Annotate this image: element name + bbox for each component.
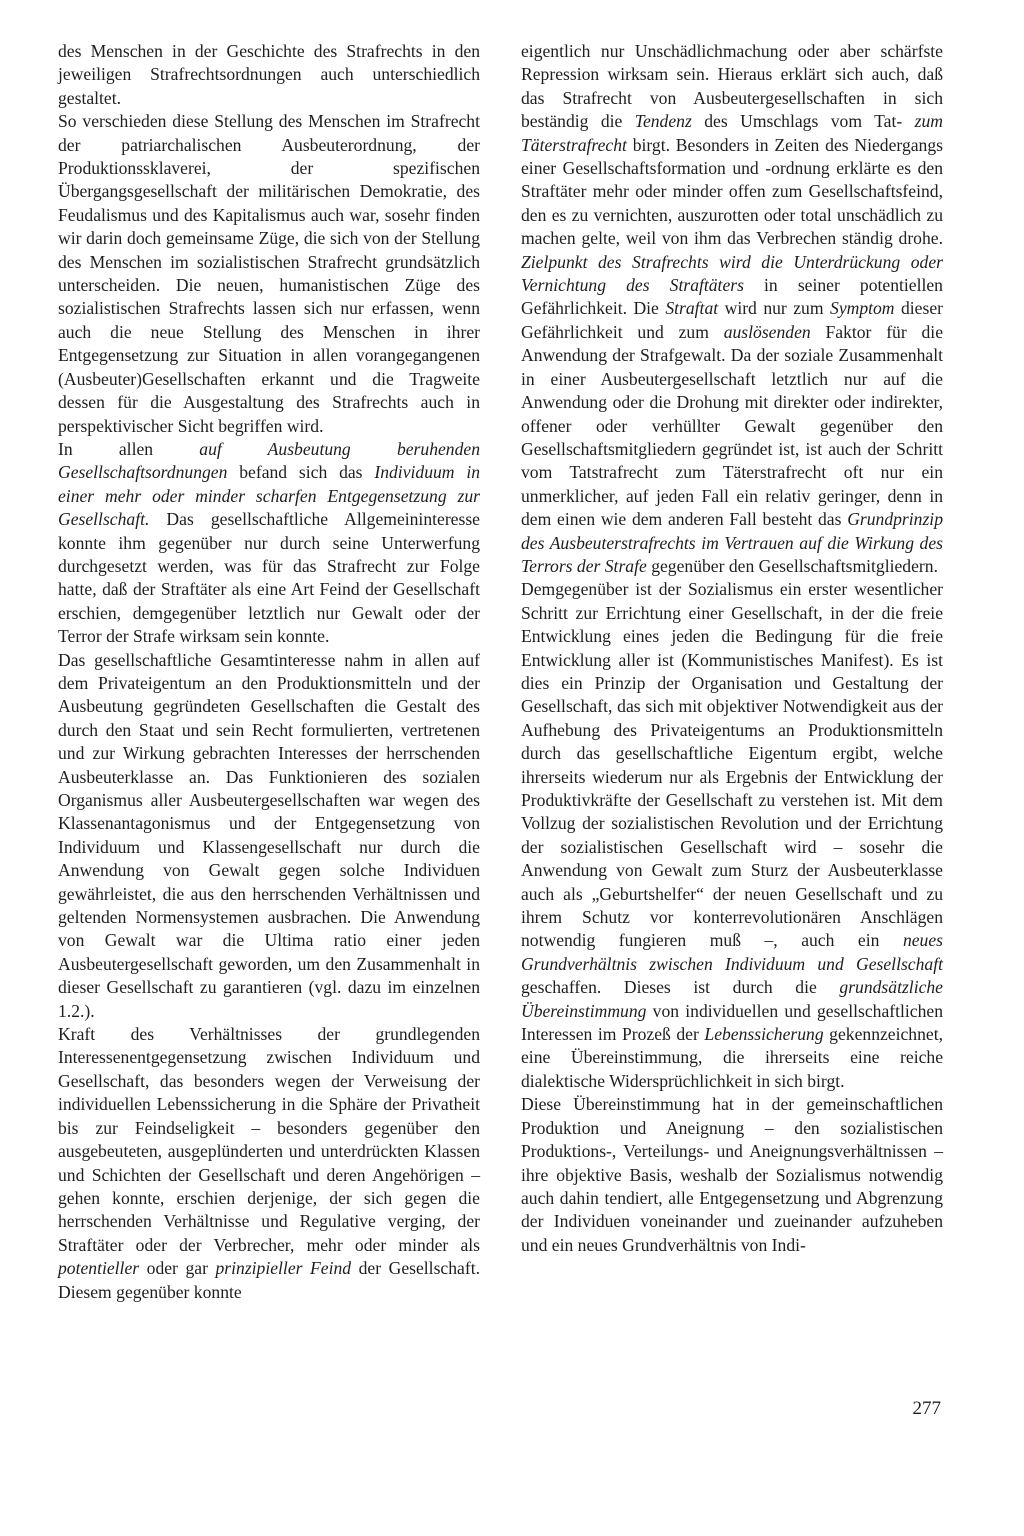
emphasis: Lebenssicherung [704,1024,824,1045]
text-run: birgt. Besonders in Zeiten des Niedergangs einer Gesellschaftsformation und -ordnung erklärte es den Straftäter mehr oder minder offen zum Gesellschaftsfeind, den es zu vernichten, auszurotten oder total unschädlich zu machen gelte, weil von ihm das Verbrechen ständig drohe. [521,134,943,249]
paragraph [58,110,480,438]
left-column [58,40,480,1304]
page-number: 277 [912,1398,941,1419]
text-run: der Gesellschaft. Diesem gegenüber konnte [58,1258,480,1302]
text-run: eigentlich nur Unschädlichmachung oder aber schärfste Repression wirksam sein. Hieraus erklärt sich auch, daß das Strafrecht von Ausbeutergesellschaften in sich beständig die [521,41,943,132]
text-run: Diese Übereinstimmung hat in der gemeinschaftlichen Produktion und Aneignung – den sozialistischen Produktions-, Verteilungs- und Aneignungsverhältnissen – ihre objektive Basis, weshalb der Sozialismus notwendig auch dahin tendiert, alle Entgegensetzung und Abgrenzung der Individuen voneinander und zueinander aufzuheben und ein neues Grundverhältnis von Indi- [521,1094,943,1255]
paragraph [58,40,480,110]
paragraph [521,40,943,578]
emphasis: Tendenz [634,111,692,132]
text-run: So verschieden diese Stellung des Menschen im Strafrecht der patriarchalischen Ausbeuterordnung, der Produktionssklaverei, der spezifischen Übergangsgesellschaft der militärischen Demokratie, des Feudalismus und des Kapitalismus auch war, sosehr finden wir darin doch gemeinsame Züge, die sich von der Stellung des Menschen im sozialistischen Strafrecht grundsätzlich unterscheiden. Die neuen, humanistischen Züge des sozialistischen Strafrechts lassen sich nur erfassen, wenn auch die neue Stellung des Menschen in ihrer Entgegensetzung zur Situation in allen vorangegangenen (Ausbeuter)Gesellschaften erkannt und die Tragweite dessen für die Ausgestaltung des Strafrechts auch in perspektivischer Sicht begriffen wird. [58,111,480,436]
emphasis: Individuum in einer mehr oder minder scharfen Entgegensetzung zur Gesellschaft. [58,462,480,530]
emphasis: Straftat [665,298,719,319]
text-run: Das gesellschaftliche Allgemeininteresse konnte ihm gegenüber nur durch seine Unterwerfung durchgesetzt werden, was für das Strafrecht zur Folge hatte, daß der Straftäter als eine Art Feind der Gesellschaft erschien, demgegenüber letztlich nur Gewalt oder der Terror der Strafe wirksam sein konnte. [58,509,480,647]
paragraph [521,578,943,1093]
text-run: in seiner potentiellen Gefährlichkeit. Die [521,275,943,319]
paragraph [58,438,480,649]
paragraph [521,1093,943,1257]
emphasis: potentieller [58,1258,140,1279]
text-run: Kraft des Verhältnisses der grundlegenden Interessenentgegensetzung zwischen Individuum und Gesellschaft, das besonders wegen der Verweisung der individuellen Lebenssicherung in die Sphäre der Privatheit bis zur Feindseligkeit – besonders gegenüber den ausgebeuteten, ausgeplünderten und unterdrückten Klassen und Schichten der Gesellschaft und deren Angehörigen – gehen konnte, erschien derjenige, der sich gegen die herrschenden Verhältnisse und Regulative verging, der Straftäter oder der Verbrecher, mehr oder minder als [58,1024,480,1255]
emphasis: Symptom [830,298,895,319]
text-run: Faktor für die Anwendung der Strafgewalt. Da der soziale Zusammenhalt in einer Ausbeutergesellschaft letztlich nur auf die Anwendung oder die Drohung mit direkter oder indirekter, offener oder verhüllter Gewalt gegenüber den Gesellschaftsmitgliedern gegründet ist, ist auch der Schritt vom Tatstrafrecht zum Täterstrafrecht oft nur ein unmerklicher, auf jeden Fall ein relativ geringer, denn in dem einen wie dem anderen Fall besteht das [521,321,944,530]
emphasis: grundsätzliche Übereinstimmung [521,977,943,1021]
text-run: des Umschlags vom Tat- [691,111,915,132]
text-run: des Menschen in der Geschichte des Strafrechts in den jeweiligen Strafrechtsordnungen auch unterschiedlich gestaltet. [58,41,480,108]
text-run: In allen [58,438,200,459]
paragraph [58,649,480,1024]
emphasis: zum Täterstrafrecht [521,111,943,155]
text-run: gegenüber den Gesellschaftsmitgliedern. [646,555,938,576]
text-run: Demgegenüber ist der Sozialismus ein erster wesentlicher Schritt zur Errichtung einer Gesellschaft, in der die freie Entwicklung eines jeden die Bedingung für die freie Entwicklung aller ist (Kommunistisches Manifest). Es ist dies ein Prinzip der Organisation und Gestaltung der Gesellschaft, das sich mit objektiver Notwendigkeit aus der Aufhebung des Privateigentums an Produktionsmitteln durch das gesellschaftliche Eigentum ergibt, welche ihrerseits wiederum nur als Ergebnis der Entwicklung der Produktivkräfte der Gesellschaft zu verstehen ist. Mit dem Vollzug der sozialistischen Revolution und der Errichtung der sozialistischen Gesellschaft wird – sosehr die Anwendung von Gewalt zum Sturz der Ausbeuterklasse auch als „Geburtshelfer“ der neuen Gesellschaft und zu ihrem Schutz vor konterrevolutionären Anschlägen notwendig fungieren muß –, auch ein [521,579,943,951]
text-run: oder gar [139,1258,216,1279]
emphasis: neues Grundverhältnis zwischen Individuum und Gesellschaft [521,930,943,974]
text-run: dieser Gefährlichkeit und zum [521,298,943,342]
text-run: wird nur zum [718,298,831,319]
paragraph [58,1023,480,1304]
emphasis: Grundprinzip des Ausbeuterstrafrechts im Vertrauen auf die Wirkung des Terrors der Strafe [521,509,943,576]
emphasis: Zielpunkt des Strafrechts wird die Unterdrückung oder Vernichtung des Straftäters [521,251,943,296]
emphasis: auslösenden [723,321,811,342]
emphasis: prinzipieller Feind [215,1258,352,1279]
text-run: geschaffen. Dieses ist durch die [521,977,840,998]
text-run: befand sich das [227,462,375,483]
text-run: Das gesellschaftliche Gesamtinteresse nahm in allen auf dem Privateigentum an den Produktionsmitteln und der Ausbeutung gegründeten Gesellschaften die Gestalt des durch den Staat und sein Recht formulierten, vertretenen und zur Wirkung gebrachten Interesses der herrschenden Ausbeuterklasse an. Das Funktionieren des sozialen Organismus aller Ausbeutergesellschaften war wegen des Klassenantagonismus und der Entgegensetzung von Individuum und Klassengesellschaft nur durch die Anwendung von Gewalt gegen solche Individuen gewährleistet, die aus den herrschenden Verhältnissen und geltenden Normensystemen ausbrachen. Die Anwendung von Gewalt war die Ultima ratio einer jeden Ausbeutergesellschaft geworden, um den Zusammenhalt in dieser Gesellschaft zu garantieren (vgl. dazu im einzelnen 1.2.). [58,649,480,1021]
right-column [521,40,943,1257]
text-run: von individuellen und gesellschaftlichen Interessen im Prozeß der [521,1000,943,1045]
text-run: gekennzeichnet, eine Übereinstimmung, die ihrerseits eine reiche dialektische Widersprüchlichkeit in sich birgt. [521,1024,943,1091]
emphasis: auf Ausbeutung beruhenden Gesellschaftsordnungen [58,438,480,483]
